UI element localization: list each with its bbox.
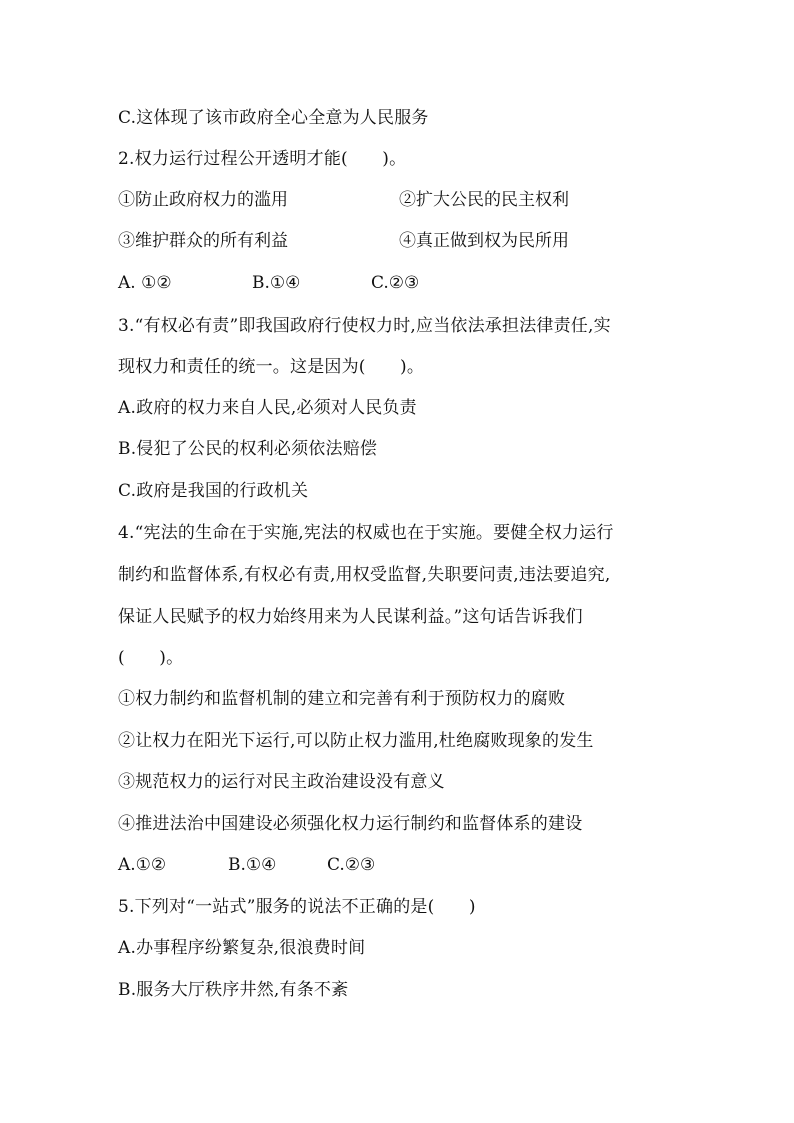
q5-option-a: A.办事程序纷繁复杂,很浪费时间 [118,938,366,958]
q5-stem: 5.下列对“一站式”服务的说法不正确的是( ) [118,897,476,917]
q2-option-1: ①防止政府权力的滥用 [118,190,288,210]
q3-option-c: C.政府是我国的行政机关 [118,481,309,501]
q4-answer-a: A.①② [118,855,167,875]
q2-option-3: ③维护群众的所有利益 [118,231,288,251]
q4-stem-line-1: 4.“宪法的生命在于实施,宪法的权威也在于实施。要健全权力运行 [118,523,614,543]
q3-stem-line-1: 3.“有权必有责”即我国政府行使权力时,应当依法承担法律责任,实 [118,316,611,336]
q4-stem-line-4: ( )。 [118,648,184,668]
q3-option-a: A.政府的权力来自人民,必须对人民负责 [118,398,417,418]
q2-option-2: ②扩大公民的民主权利 [399,190,569,210]
q2-answer-a: A. ①② [118,273,172,293]
q4-answer-b: B.①④ [228,855,277,875]
q4-answer-c: C.②③ [327,855,376,875]
q2-option-4: ④真正做到权为民所用 [399,231,569,251]
q4-option-1: ①权力制约和监督机制的建立和完善有利于预防权力的腐败 [118,689,566,709]
q3-option-b: B.侵犯了公民的权利必须依法赔偿 [118,439,378,459]
q2-answer-c: C.②③ [371,273,420,293]
q1-option-c: C.这体现了该市政府全心全意为人民服务 [118,108,429,128]
q3-stem-line-2: 现权力和责任的统一。这是因为( )。 [118,357,425,377]
q4-stem-line-3: 保证人民赋予的权力始终用来为人民谋利益。”这句话告诉我们 [118,607,583,627]
q2-answer-b: B.①④ [252,273,301,293]
q2-stem: 2.权力运行过程公开透明才能( )。 [118,149,407,169]
q5-option-b: B.服务大厅秩序井然,有条不紊 [118,980,349,1000]
q4-option-3: ③规范权力的运行对民主政治建设没有意义 [118,772,445,792]
q4-option-4: ④推进法治中国建设必须强化权力运行制约和监督体系的建设 [118,814,583,834]
q4-option-2: ②让权力在阳光下运行,可以防止权力滥用,杜绝腐败现象的发生 [118,731,594,751]
q4-stem-line-2: 制约和监督体系,有权必有责,用权受监督,失职要问责,违法要追究, [118,565,611,585]
